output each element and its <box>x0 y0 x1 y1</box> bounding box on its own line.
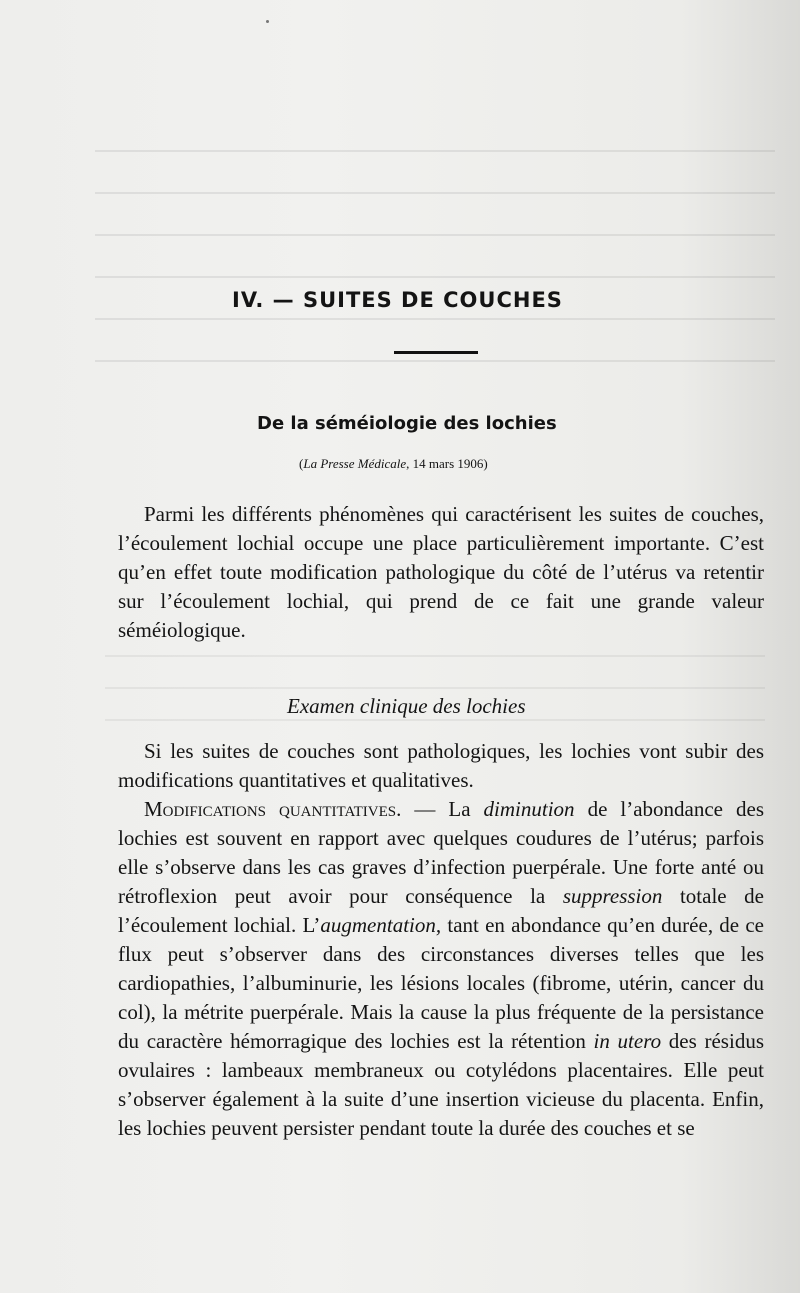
citation-journal: La Presse Médicale <box>303 456 407 471</box>
title-rule <box>394 351 478 354</box>
paragraph-text: des résidus ovulaires : lambeaux membraneux ou cotylédons placentaires. Elle peut s’observer également à la suite d’une insertion vicieuse du placenta. Enfin, les lochies peuvent persister pendant toute la durée des couches et se <box>118 1029 764 1140</box>
emphasis-term: augmentation, <box>320 913 442 937</box>
emphasis-term: suppression <box>562 884 663 908</box>
emphasis-term: in utero <box>593 1029 662 1053</box>
paragraph-text: tant en abondance qu’en durée, de ce flux peut s’observer dans des circonstances diverses telles que les cardiopathies, l’albuminurie, les lésions locales (fibrome, utérin, cancer du col), la métrite puerpérale. Mais la cause la plus fréquente de la persistance du caractère hémorragique des lochies est la rétention <box>118 913 764 1053</box>
paragraph-text: de l’abondance des lochies est souvent en rapport avec quelques coudures de l’utérus; parfois elle s’observe dans les cas graves d’infection puerpérale. Une forte anté ou rétroflexion peut avoir pour conséquence la <box>118 797 764 908</box>
paragraph-text: totale de l’écoulement lochial. L’ <box>118 884 765 937</box>
article-title: De la séméiologie des lochies <box>257 413 557 434</box>
lead-paragraph: Si les suites de couches sont pathologiques, les lochies vont subir des modifications quantitatives et qualitatives. <box>118 739 764 792</box>
emphasis-term: diminution <box>483 797 575 821</box>
ink-speck <box>266 20 269 23</box>
section-heading: Examen clinique des lochies <box>287 694 526 718</box>
citation <box>299 456 488 472</box>
citation-open: ( <box>299 456 304 471</box>
run-in-heading: Modifications quantitatives. <box>144 797 402 821</box>
modifications-paragraph <box>118 795 764 1143</box>
citation-date: , 14 mars 1906) <box>406 456 488 471</box>
paragraph-text: — La <box>401 797 484 821</box>
intro-paragraph: Parmi les différents phénomènes qui caractérisent les suites de couches, l’écoulement lochial occupe une place particulièrement importante. C’est qu’en effet toute modification pathologique du côté de l’utérus va retentir sur l’écoulement lochial, qui prend de ce fait une grande valeur séméiologique. <box>118 502 764 642</box>
chapter-title: IV. — SUITES DE COUCHES <box>232 288 563 312</box>
